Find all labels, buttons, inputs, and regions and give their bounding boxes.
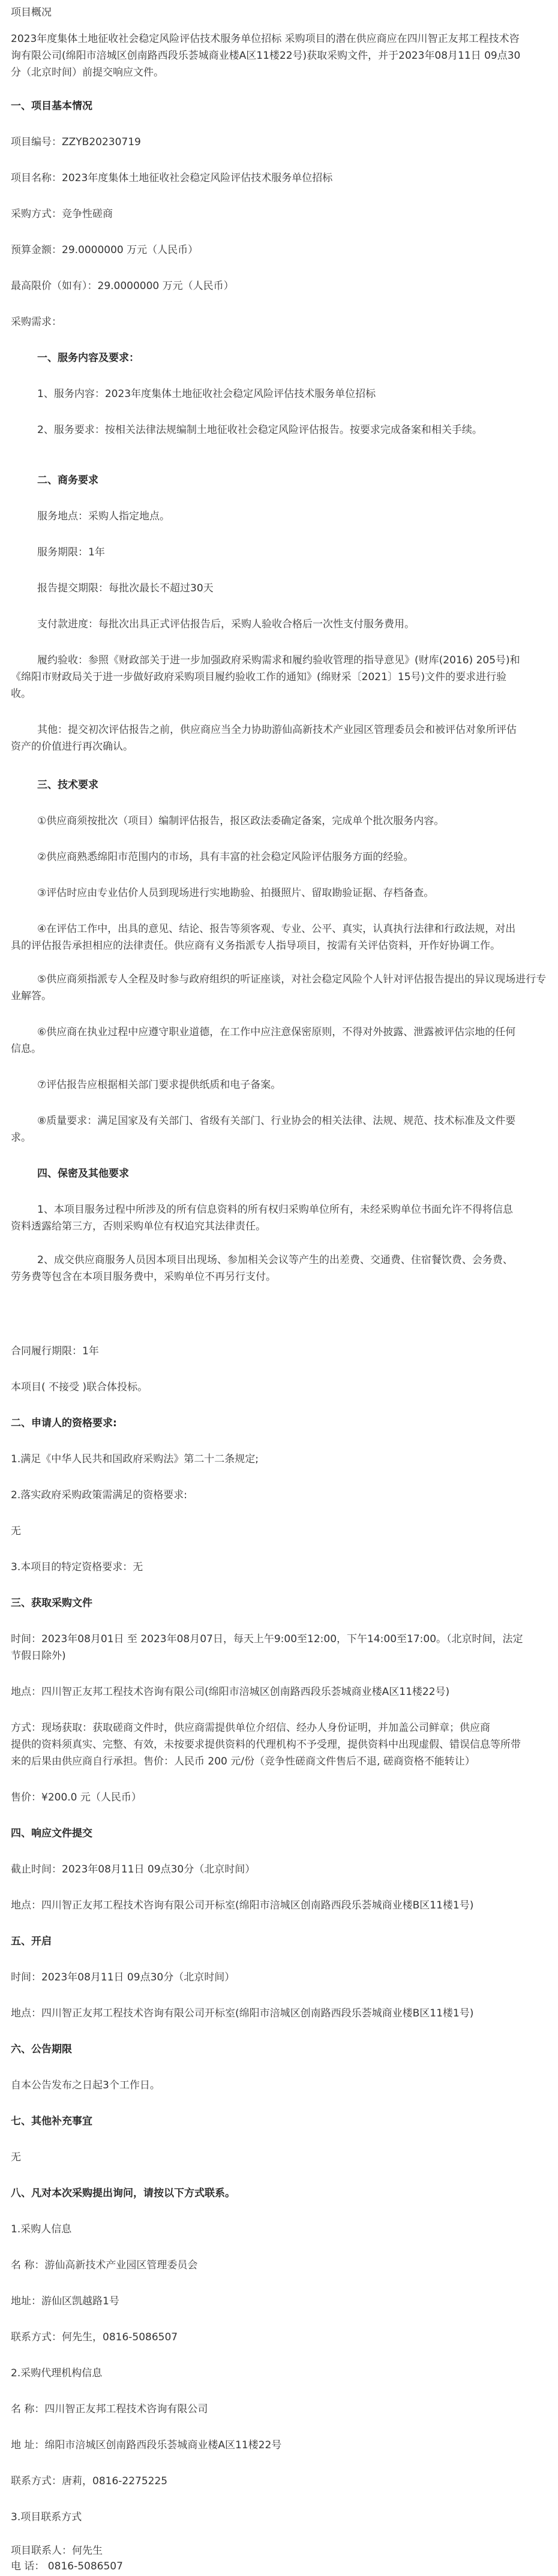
opening-time: 时间：2023年08月11日 09点30分（北京时间） <box>11 1971 235 1983</box>
obtain-method-line-1: 方式：现场获取：获取磋商文件时，供应商需提供单位介绍信、经办人身份证明，并加盖公司鲜章；供应商 <box>11 1722 490 1734</box>
agent-address: 地 址：绵阳市涪城区创南路西段乐荟城商业楼A区11楼22号 <box>11 2439 282 2451</box>
project-contact-person: 项目联系人：何先生 <box>11 2545 103 2557</box>
business-payment: 支付款进度：每批次出具正式评估报告后，采购人验收合格后一次性支付服务费用。 <box>37 618 415 630</box>
qualification-3: 3.本项目的特定资格要求：无 <box>11 1561 143 1573</box>
section-2-heading: 二、申请人的资格要求: <box>11 1417 117 1429</box>
tech-item-7: ⑦评估报告应根据相关部门要求提供纸质和电子备案。 <box>37 1079 281 1091</box>
procurement-method: 采购方式：竞争性磋商 <box>11 208 113 220</box>
obtain-time-line-1: 时间：2023年08月01日 至 2023年08月07日，每天上午9:00至12:00，下午14:00至17:00。（北京时间，法定 <box>11 1633 523 1645</box>
business-location: 服务地点：采购人指定地点。 <box>37 510 170 522</box>
tech-item-3: ③评估时应由专业估价人员到现场进行实地勘验、拍摄照片、留取勘验证据、存档备查。 <box>37 887 434 899</box>
acceptance-line-3: 收。 <box>11 688 31 700</box>
project-contact-phone: 电 话： 0816-5086507 <box>11 2560 123 2572</box>
tech-item-6-line-1: ⑥供应商在执业过程中应遵守职业道德，在工作中应注意保密原则，不得对外披露、泄露被评估宗地的任何 <box>37 1026 516 1038</box>
submission-place: 地点：四川智正友邦工程技术咨询有限公司开标室(绵阳市涪城区创南路西段乐荟城商业楼B区11楼1号) <box>11 1899 474 1911</box>
confidentiality-heading: 四、保密及其他要求 <box>37 1168 129 1180</box>
tech-item-2: ②供应商熟悉绵阳市范围内的市场，具有丰富的社会稳定风险评估服务方面的经验。 <box>37 851 414 863</box>
section-7-heading: 七、其他补充事宜 <box>11 2115 92 2127</box>
buyer-heading: 1.采购人信息 <box>11 2223 72 2235</box>
buyer-name: 名 称：游仙高新技术产业园区管理委员会 <box>11 2259 198 2271</box>
confidentiality-2-line-2: 劳务费等包含在本项目服务费中，采购单位不再另行支付。 <box>11 1271 276 1283</box>
budget: 预算金额：29.0000000 万元（人民币） <box>11 244 199 256</box>
section-8-heading: 八、凡对本次采购提出询问，请按以下方式联系。 <box>11 2187 235 2199</box>
tech-item-8-line-2: 求。 <box>11 1132 31 1144</box>
intro-line-3: 分（北京时间）前提交响应文件。 <box>11 67 164 79</box>
opening-place: 地点：四川智正友邦工程技术咨询有限公司开标室(绵阳市涪城区创南路西段乐荟城商业楼B区11楼1号) <box>11 2007 474 2019</box>
qualification-1: 1.满足《中华人民共和国政府采购法》第二十二条规定; <box>11 1453 259 1465</box>
section-6-heading: 六、公告期限 <box>11 2043 72 2055</box>
agent-contact: 联系方式：唐莉，0816-2275225 <box>11 2475 168 2487</box>
business-heading: 二、商务要求 <box>37 474 98 486</box>
agent-name: 名 称：四川智正友邦工程技术咨询有限公司 <box>11 2403 208 2415</box>
buyer-contact: 联系方式：何先生，0816-5086507 <box>11 2331 178 2343</box>
obtain-method-line-3: 来的后果由供应商自行承担。售价：人民币 200 元/份（竞争性磋商文件售后不退, 磋商资格不能转让） <box>11 1756 475 1768</box>
section-3-heading: 三、获取采购文件 <box>11 1597 92 1609</box>
service-heading: 一、服务内容及要求： <box>37 352 139 364</box>
other-line-1: 其他：提交初次评估报告之前，供应商应当全力协助游仙高新技术产业园区管理委员会和被评估对象所评估 <box>37 724 517 736</box>
tech-item-6-line-2: 信息。 <box>11 1043 41 1055</box>
buyer-address: 地址：游仙区凯越路1号 <box>11 2295 119 2307</box>
tech-item-4-line-1: ④在评估工作中，出具的意见、结论、报告等须客观、专业、公平、真实，认真执行法律和行政法规，对出 <box>37 923 516 935</box>
tech-item-4-line-2: 具的评估报告承担相应的法律责任。供应商有义务指派专人指导项目，按需有关评估资料，开作好协调工作。 <box>11 940 500 952</box>
obtain-place: 地点：四川智正友邦工程技术咨询有限公司(绵阳市涪城区创南路西段乐荟城商业楼A区11楼22号) <box>11 1686 450 1698</box>
contract-period: 合同履行期限：1年 <box>11 1345 99 1357</box>
demand-label: 采购需求： <box>11 316 62 328</box>
tech-item-5-line-1: ⑤供应商须指派专人全程及时参与政府组织的听证座谈，对社会稳定风险个人针对评估报告提出的异议现场进行专 <box>37 973 547 985</box>
project-contact-heading: 3.项目联系方式 <box>11 2511 82 2523</box>
tech-item-8-line-1: ⑧质量要求：满足国家及有关部门、省级有关部门、行业协会的相关法律、法规、规范、技术标准及文件要 <box>37 1115 516 1127</box>
acceptance-line-1: 履约验收：参照《财政部关于进一步加强政府采购需求和履约验收管理的指导意见》(财库(2016) 205号)和 <box>37 654 520 666</box>
tech-item-1: ①供应商须按批次（项目）编制评估报告，报区政法委确定备案，完成单个批次服务内容。 <box>37 815 445 827</box>
section-4-heading: 四、响应文件提交 <box>11 1827 92 1839</box>
section-1-heading: 一、项目基本情况 <box>11 100 92 112</box>
intro-line-2: 询有限公司(绵阳市涪城区创南路西段乐荟城商业楼A区11楼22号)获取采购文件，并于2023年08月11日 09点30 <box>11 50 521 62</box>
supplementary-text: 无 <box>11 2151 21 2163</box>
confidentiality-1-line-1: 1、本项目服务过程中所涉及的所有信息资料的所有权归采购单位所有，未经采购单位书面允许不得将信息 <box>37 1204 513 1216</box>
tech-heading: 三、技术要求 <box>37 779 98 791</box>
qualification-2-value: 无 <box>11 1525 21 1537</box>
intro-line-1: 2023年度集体土地征收社会稳定风险评估技术服务单位招标 采购项目的潜在供应商应在四川智正友邦工程技术咨 <box>11 33 520 45</box>
business-period: 服务期限：1年 <box>37 546 105 558</box>
service-content: 1、服务内容：2023年度集体土地征收社会稳定风险评估技术服务单位招标 <box>37 388 376 400</box>
document-price: 售价：¥200.0 元（人民币） <box>11 1792 142 1803</box>
business-report-deadline: 报告提交期限：每批次最长不超过30天 <box>37 582 214 594</box>
max-price: 最高限价（如有）：29.0000000 万元（人民币） <box>11 280 234 292</box>
tech-item-5-line-2: 业解答。 <box>11 990 52 1002</box>
agent-heading: 2.采购代理机构信息 <box>11 2367 103 2379</box>
other-line-2: 资产的价值进行再次确认。 <box>11 741 133 753</box>
project-no: 项目编号：ZZYB20230719 <box>11 136 141 148</box>
obtain-time-line-2: 节假日除外) <box>11 1650 66 1662</box>
confidentiality-1-line-2: 资料透露给第三方，否则采购单位有权追究其法律责任。 <box>11 1221 266 1233</box>
submission-deadline: 截止时间：2023年08月11日 09点30分（北京时间） <box>11 1863 256 1875</box>
section-5-heading: 五、开启 <box>11 1935 52 1947</box>
project-name: 项目名称：2023年度集体土地征收社会稳定风险评估技术服务单位招标 <box>11 172 333 184</box>
obtain-method-line-2: 提供的资料须真实、完整、有效，未按要求提供资料的代理机构不予受理，提供资料中出现虚假、错误信息等所带 <box>11 1739 521 1751</box>
consortium-note: 本项目( 不接受 )联合体投标。 <box>11 1381 148 1393</box>
overview-title: 项目概况 <box>11 7 52 19</box>
qualification-2: 2.落实政府采购政策需满足的资格要求: <box>11 1489 187 1501</box>
service-requirement: 2、服务要求：按相关法律法规编制土地征收社会稳定风险评估报告。按要求完成备案和相关手续。 <box>37 424 482 436</box>
confidentiality-2-line-1: 2、成交供应商服务人员因本项目出现场、参加相关会议等产生的出差费、交通费、住宿餐饮费、会务费、 <box>37 1254 513 1266</box>
acceptance-line-2: 《绵阳市财政局关于进一步做好政府采购项目履约验收工作的通知》(绵财采〔2021〕15号)文件的要求进行验 <box>11 671 507 683</box>
announcement-period: 自本公告发布之日起3个工作日。 <box>11 2079 160 2091</box>
